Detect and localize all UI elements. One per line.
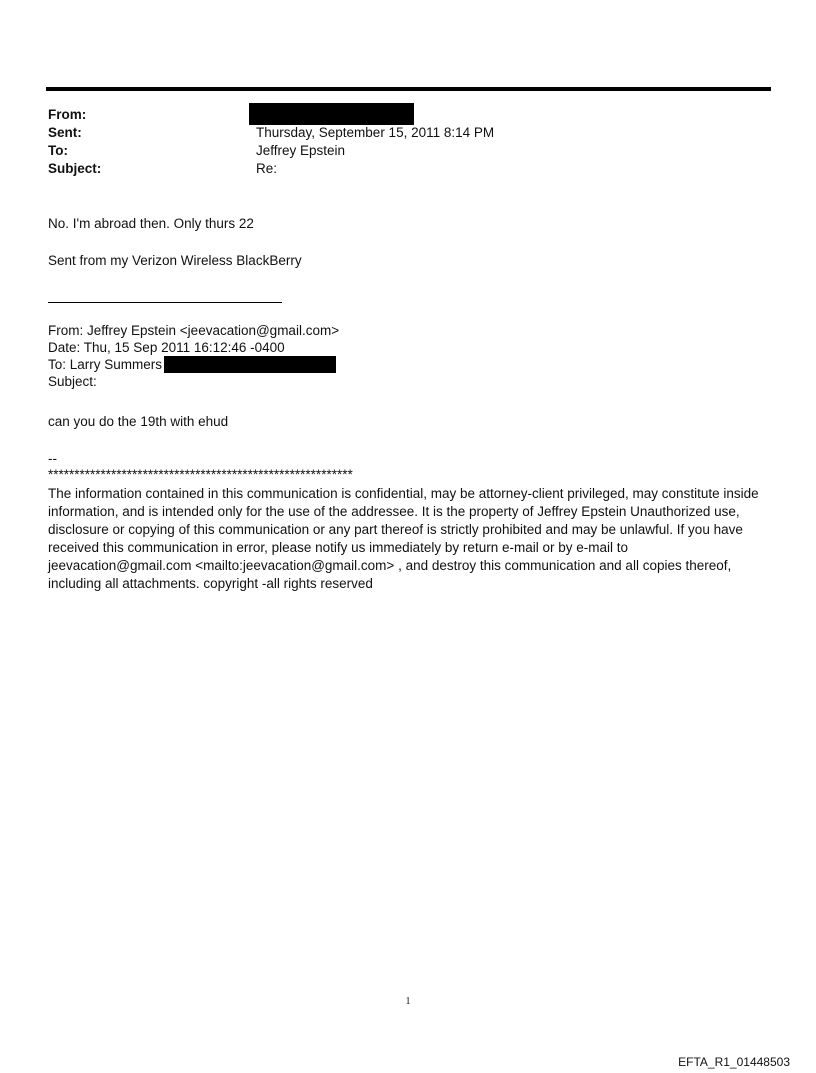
redacted-recipient <box>164 356 336 373</box>
quote-divider <box>48 302 282 303</box>
from-label: From: <box>48 107 87 122</box>
header-to-row <box>48 142 748 160</box>
subject-value: Re: <box>256 161 278 176</box>
forwarded-to-row <box>48 356 339 373</box>
to-label: To: <box>48 143 68 158</box>
sent-value: Thursday, September 15, 2011 8:14 PM <box>256 125 495 140</box>
sent-label: Sent: <box>48 125 82 140</box>
to-value: Jeffrey Epstein <box>256 143 346 158</box>
reply-signature: Sent from my Verizon Wireless BlackBerry <box>48 253 302 268</box>
forwarded-message: can you do the 19th with ehud <box>48 414 229 429</box>
forwarded-to: To: Larry Summers <box>48 357 163 372</box>
forwarded-date: Date: Thu, 15 Sep 2011 16:12:46 -0400 <box>48 340 285 355</box>
document-id: EFTA_R1_01448503 <box>678 1055 790 1069</box>
top-divider <box>46 87 771 91</box>
header-subject-row <box>48 160 748 178</box>
forwarded-subject: Subject: <box>48 374 97 389</box>
reply-message: No. I'm abroad then. Only thurs 22 <box>48 216 254 231</box>
redacted-sender <box>249 103 414 125</box>
forwarded-from: From: Jeffrey Epstein <jeevacation@gmail.com> <box>48 323 340 338</box>
subject-label: Subject: <box>48 161 102 176</box>
signature-dashes: -- <box>48 451 57 466</box>
signature-stars: ********************************************************** <box>48 467 353 482</box>
forwarded-header <box>48 322 339 390</box>
header-sent-row <box>48 124 748 142</box>
confidentiality-disclaimer: The information contained in this communication is confidential, may be attorney-client privileged, may constitute inside information, and is intended only for the use of the addressee. It is the property of Jeffrey Epstein Unauthorized use, disclosure or copying of this communication or any part thereof is strictly prohibited and may be unlawful. If you have received this communication in error, please notify us immediately by return e-mail or by e-mail to jeevacation@gmail.com <mailto:jeevacation@gmail.com> , and destroy this communication and all copies thereof, including all attachments. copyright -all rights reserved <box>48 486 759 591</box>
page-number: 1 <box>405 996 411 1007</box>
